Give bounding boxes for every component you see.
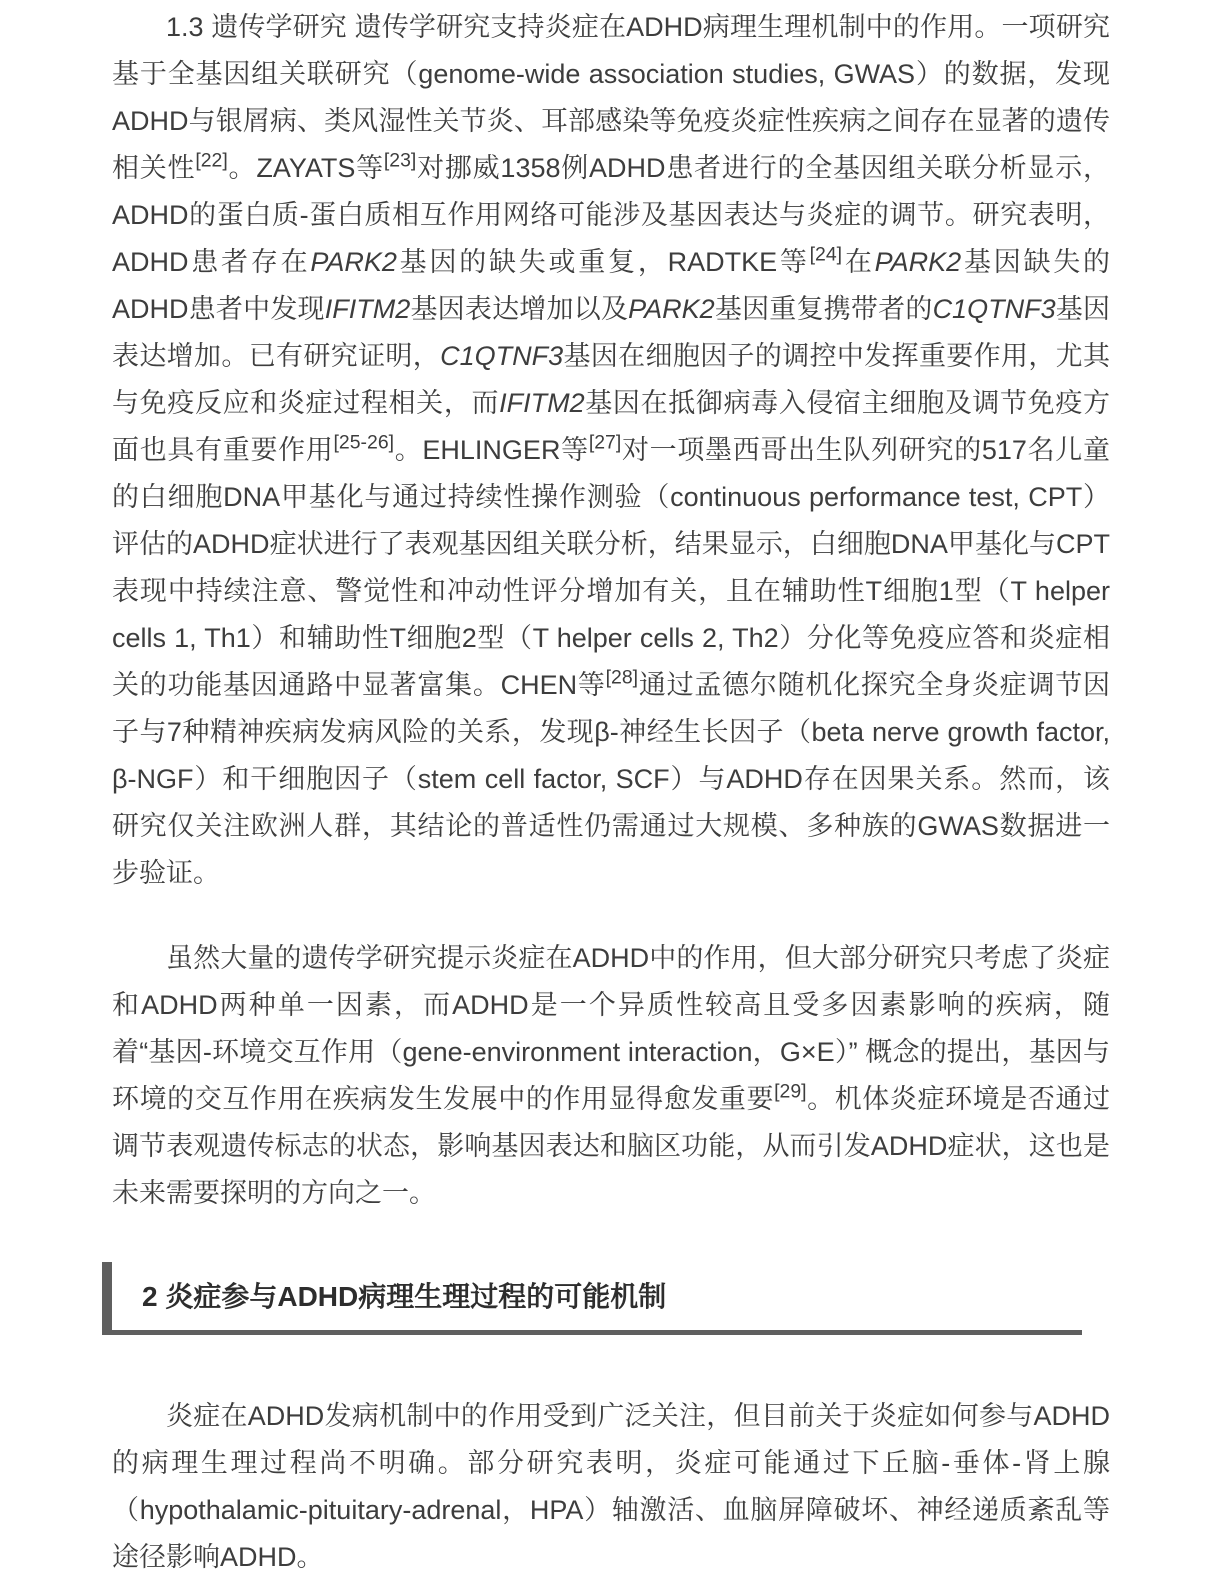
text-run: 1.3 遗传学研究 遗传学研究支持炎症在ADHD病理生理机制中的作用。一项研究基于全基因组关联研究（genome-wide association studies, GWAS）的数据，发现ADHD与银屑病、类风湿性关节炎、耳部感染等免疫炎症性疾病之间存在显著的遗传相关性 bbox=[112, 12, 1110, 183]
gene-name: C1QTNF3 bbox=[440, 341, 564, 371]
text-run: 炎症在ADHD发病机制中的作用受到广泛关注，但目前关于炎症如何参与ADHD的病理生理过程尚不明确。部分研究表明，炎症可能通过下丘脑-垂体-肾上腺（hypothalamic-pituitary-adrenal，HPA）轴激活、血脑屏障破坏、神经递质紊乱等途径影响ADHD。 bbox=[112, 1401, 1110, 1572]
text-run: 虽然大量的遗传学研究提示炎症在ADHD中的作用，但大部分研究只考虑了炎症和ADHD两种单一因素，而ADHD是一个异质性较高且受多因素影响的疾病，随着“基因-环境交互作用（gene-environment interaction，G×E）” 概念的提出，基因与环境的交互作用在疾病发生发展中的作用显得愈发重要 bbox=[112, 943, 1110, 1114]
citation-reference-marker: [24] bbox=[809, 243, 843, 266]
citation-reference-marker: [29] bbox=[774, 1080, 807, 1103]
gene-name: PARK2 bbox=[874, 247, 962, 277]
text-run: 。ZAYATS等 bbox=[227, 153, 384, 183]
text-run: 。机体炎症环境是否通过调节表观遗传标志的状态，影响基因表达和脑区功能，从而引发ADHD症状，这也是未来需要探明的方向之一。 bbox=[112, 1084, 1110, 1208]
text-run: 在 bbox=[842, 247, 875, 277]
citation-reference-marker: [25-26] bbox=[333, 431, 395, 454]
text-run: 基因重复携带者的 bbox=[714, 294, 933, 324]
gene-name: PARK2 bbox=[628, 294, 715, 324]
gene-name: PARK2 bbox=[310, 247, 397, 277]
citation-reference-marker: [28] bbox=[605, 666, 639, 689]
citation-reference-marker: [23] bbox=[383, 149, 417, 172]
text-run: 。EHLINGER等 bbox=[394, 435, 589, 465]
gene-name: C1QTNF3 bbox=[932, 294, 1056, 324]
text-run: 基因在抵御病毒入侵宿主细胞及调节免疫方面也具有重要作用 bbox=[112, 388, 1111, 465]
gene-name: IFITM2 bbox=[324, 294, 411, 324]
citation-reference-marker: [22] bbox=[195, 149, 228, 172]
section-heading-text: 2 炎症参与ADHD病理生理过程的可能机制 bbox=[142, 1281, 667, 1312]
paragraph-genetics-research bbox=[112, 4, 1110, 897]
text-run: 基因表达增加。已有研究证明， bbox=[112, 294, 1111, 371]
paragraph-gene-environment bbox=[112, 935, 1110, 1217]
text-run: 对挪威1358例ADHD患者进行的全基因组关联分析显示，ADHD的蛋白质-蛋白质相互作用网络可能涉及基因表达与炎症的调节。研究表明，ADHD患者存在 bbox=[112, 153, 1110, 277]
gene-name: IFITM2 bbox=[499, 388, 585, 418]
text-run: 基因表达增加以及 bbox=[410, 294, 629, 324]
text-run: 基因的缺失或重复，RADTKE等 bbox=[396, 247, 810, 277]
text-run: 基因在细胞因子的调控中发挥重要作用，尤其与免疫反应和炎症过程相关，而 bbox=[112, 341, 1111, 418]
paragraph-mechanism-intro bbox=[112, 1393, 1110, 1581]
section-heading-mechanisms bbox=[102, 1262, 1082, 1335]
citation-reference-marker: [27] bbox=[588, 431, 622, 454]
text-run: 对一项墨西哥出生队列研究的517名儿童的白细胞DNA甲基化与通过持续性操作测验（continuous performance test, CPT）评估的ADHD症状进行了表观基因组关联分析，结果显示，白细胞DNA甲基化与CPT表现中持续注意、警觉性和冲动性评分增加有关，且在辅助性T细胞1型（T helper cells 1, Th1）和辅助性T细胞2型（T helper cells 2, Th2）分化等免疫应答和炎症相关的功能基因通路中显著富集。CHEN等 bbox=[112, 435, 1110, 700]
text-run: 通过孟德尔随机化探究全身炎症调节因子与7种精神疾病发病风险的关系，发现β-神经生长因子（beta nerve growth factor, β-NGF）和干细胞因子（stem cell factor, SCF）与ADHD存在因果关系。然而，该研究仅关注欧洲人群，其结论的普适性仍需通过大规模、多种族的GWAS数据进一步验证。 bbox=[112, 670, 1110, 888]
text-run: 基因缺失的ADHD患者中发现 bbox=[112, 247, 1111, 324]
